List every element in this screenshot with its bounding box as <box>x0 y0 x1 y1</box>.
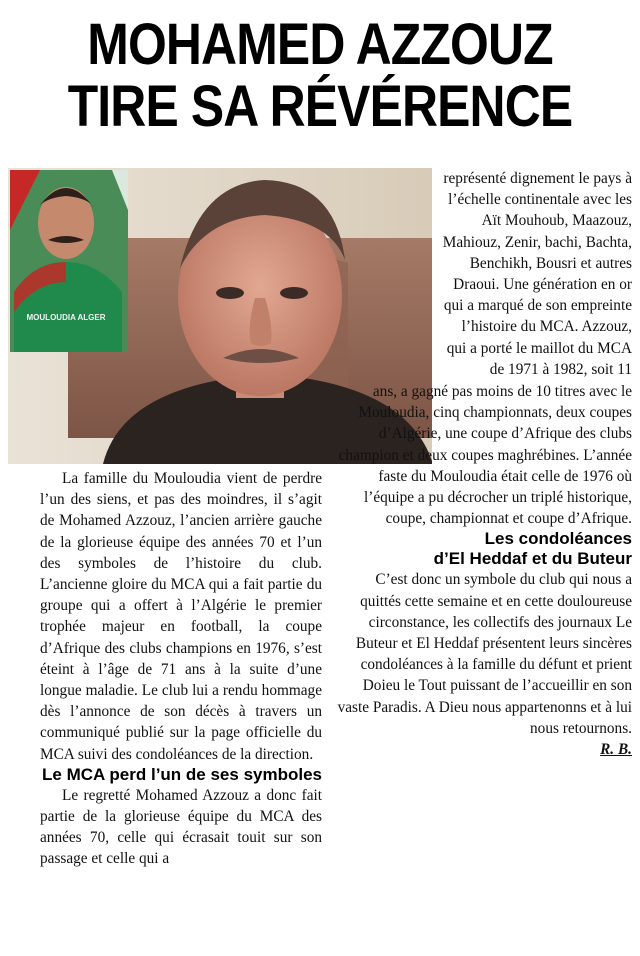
subheading-condolences <box>334 529 632 569</box>
subheading-condolences-line-1: Les condoléances <box>484 529 632 549</box>
article-column-left <box>40 468 322 870</box>
headline-line-2: TIRE SA RÉVÉRENCE <box>67 74 573 139</box>
subheading-symbol: Le MCA perd l’un de ses symboles <box>42 764 322 784</box>
article-column-right <box>334 381 632 760</box>
inset-jersey-text: MOULOUDIA ALGER <box>26 313 106 322</box>
subheading-condolences-line-2: d’El Heddaf et du Buteur <box>433 549 632 569</box>
article-text-continued: représenté dignement le pays à l’échelle continentale avec les Aït Mouhoub, Maazouz, Mahiouz, Zenir, bachi, Bachta, Benchikh, Bousri et autres Draoui. Une génération en or qui a marqué de son empreinte l’histoire du MCA. Azzouz, qui a porté le maillot du MCA de 1971 à 1982, soit 11 <box>442 170 632 378</box>
headline-line-1: MOHAMED AZZOUZ <box>87 12 553 77</box>
article-paragraph-titles: ans, a gagné pas moins de 10 titres avec le Mouloudia, cinq championnats, deux coupes d’Algérie, une coupe d’Afrique des clubs champion et deux coupes maghrébines. L’année faste du Mouloudia était celle de 1976 où l’équipe a pu décrocher un triplé historique, coupe, championnat et coupe d’Afrique. <box>338 383 632 528</box>
article-paragraph-2: Le regretté Mohamed Azzouz a donc fait partie de la glorieuse équipe du MCA des années 70, celle qui écrasait touit sur son passage et celle qui a <box>40 786 322 868</box>
article-paragraph-condolences: C’est donc un symbole du club qui nous a quittés cette semaine et en cette douloureuse circonstance, les collectifs des journaux Le Buteur et El Heddaf présentent leurs sincères condoléances à la famille du défunt et prient Doieu le Tout puissant de l’accueillir en son vaste Paradis. A Dieu nous appartenonns et à lui nous retournons. <box>337 571 632 737</box>
left-eye <box>216 287 244 299</box>
article-column-right-top <box>440 168 632 380</box>
headline <box>45 14 595 138</box>
author-signature: R. B. <box>600 741 632 759</box>
right-eye <box>280 287 308 299</box>
article-intro-paragraph: La famille du Mouloudia vient de perdre l’un des siens, et pas des moindres, il s’agit de Mohamed Azzouz, l’ancien arrière gauche de la glorieuse équipe des années 70 et l’un des symboles de l’histoire du club. L’ancienne gloire du MCA qui a fait partie du groupe qui a offert à l’Algérie le premier trophée majeur en football, la coupe d’Afrique des clubs champions en 1976, s’est éteint à l’âge de 71 ans à la suite d’une longue maladie. Le club lui a rendu hommage dès l’annonce de son décès à travers un communiqué publié sur la page officielle du MCA suivi des condoléances de la direction. <box>40 470 322 763</box>
